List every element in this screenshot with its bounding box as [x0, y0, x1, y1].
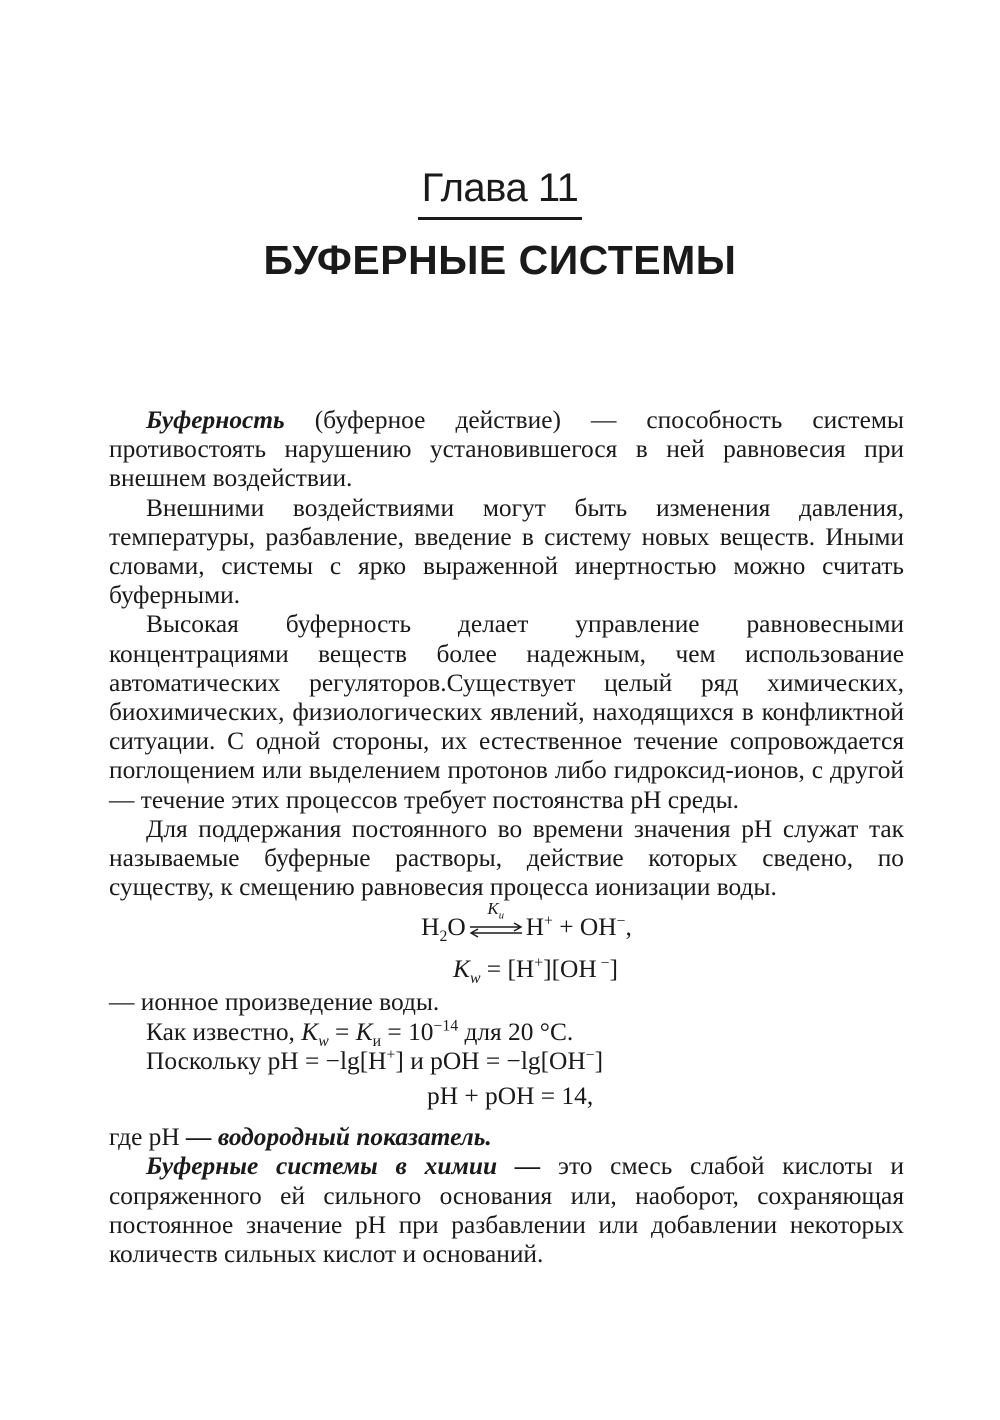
kw-value-line — [109, 1017, 904, 1050]
paragraph-text: (буферное действие) — способность системы противостоять нарушению установившегося в ней равновесия при внешнем воздействии. — [109, 406, 904, 493]
formula-sup: − — [596, 954, 610, 972]
formula-text: K — [487, 898, 499, 918]
line-text: где pH — [109, 1123, 187, 1152]
line-text: Поскольку — [146, 1046, 268, 1075]
arrow-label — [468, 898, 524, 922]
formula-sub: 2 — [439, 928, 448, 946]
formula-sup: + — [544, 912, 553, 930]
formula-sub: и — [498, 910, 504, 922]
ph-where-line — [109, 1123, 904, 1152]
chapter-title: БУФЕРНЫЕ СИСТЕМЫ — [263, 237, 737, 283]
formula-text: ][OH — [543, 955, 597, 984]
term-buffer-systems: Буферные системы в химии — — [146, 1152, 541, 1181]
formula-text: ] — [594, 1046, 604, 1075]
formula-sup: − — [616, 912, 626, 930]
formula-text: K — [301, 1017, 319, 1046]
formula-sup: + — [534, 954, 544, 972]
formula-sub: и — [372, 1032, 382, 1050]
paragraph-text: это смесь слабой кислоты и сопряженного ей сильного основания или, наоборот, сохраняющая постоянное значение pH при разбавлении или добавлении некоторых количеств сильных кислот и оснований. — [109, 1152, 905, 1269]
paragraph-buffer-systems-chemistry — [109, 1152, 904, 1269]
line-text: для 20 °C. — [458, 1017, 574, 1046]
formula-kw — [109, 952, 904, 986]
formula-sup: − — [585, 1046, 595, 1064]
equilibrium-arrow-icon — [468, 898, 524, 940]
paragraph-high-buffering: Высокая буферность делает управление равновесными концентрациями веществ более надежным, чем использование автоматических регуляторов.Существует целый ряд химических, биохимических, физиологических явлений, находящихся в конфликтной ситуации. С одной стороны, их естественное течение сопровождается поглощением или выделением протонов либо гидроксид-ионов, с другой — течение этих процессов требует постоянства pH среды. — [109, 610, 904, 814]
term-buffering: Буферность — [146, 406, 285, 434]
body-text — [109, 406, 904, 1269]
formula-text: = — [328, 1017, 356, 1046]
ionic-product-line: — ионное произведение воды. — [109, 988, 440, 1017]
formula-text: pH = −lg[H — [267, 1046, 387, 1075]
formula-sub: w — [469, 970, 481, 988]
formula-text: O — [447, 913, 466, 942]
formula-text: = [H — [480, 955, 535, 984]
formula-text: , — [625, 913, 632, 942]
ph-definition-line — [109, 1047, 904, 1076]
paragraph-buffer-solutions: Для поддержания постоянного во времени значения pH служат так называемые буферные растворы, действие которых сведено, по существу, к смещению равновесия процесса ионизации воды. — [109, 814, 904, 902]
formula-text: K — [355, 1017, 373, 1046]
paragraph-buffering-definition — [109, 406, 904, 494]
formula-ph-sum: pH + pOH = 14, — [427, 1082, 594, 1111]
formula-sup: + — [386, 1046, 396, 1064]
formula-text: H — [421, 913, 440, 942]
formula-water-ionization — [109, 898, 904, 946]
formula-text: H — [525, 913, 545, 942]
formula-text: ] — [609, 955, 618, 984]
paragraph-external-effects: Внешними воздействиями могут быть изменения давления, температуры, разбавление, введение в систему новых веществ. Иными словами, системы с ярко выраженной инертностью можно считать буферными. — [109, 493, 904, 610]
formula-text: ] и pOH = −lg[OH — [395, 1046, 586, 1075]
formula-sub: w — [318, 1032, 329, 1050]
chapter-heading — [0, 165, 1000, 286]
formula-sup: −14 — [433, 1017, 459, 1035]
formula-text: + OH — [552, 913, 617, 942]
term-hydrogen-index: — водородный показатель. — [186, 1123, 492, 1152]
chapter-label: Глава 11 — [418, 165, 583, 220]
formula-text: K — [453, 955, 470, 984]
line-text: Как известно, — [146, 1017, 302, 1046]
formula-text: = 10 — [381, 1017, 434, 1046]
